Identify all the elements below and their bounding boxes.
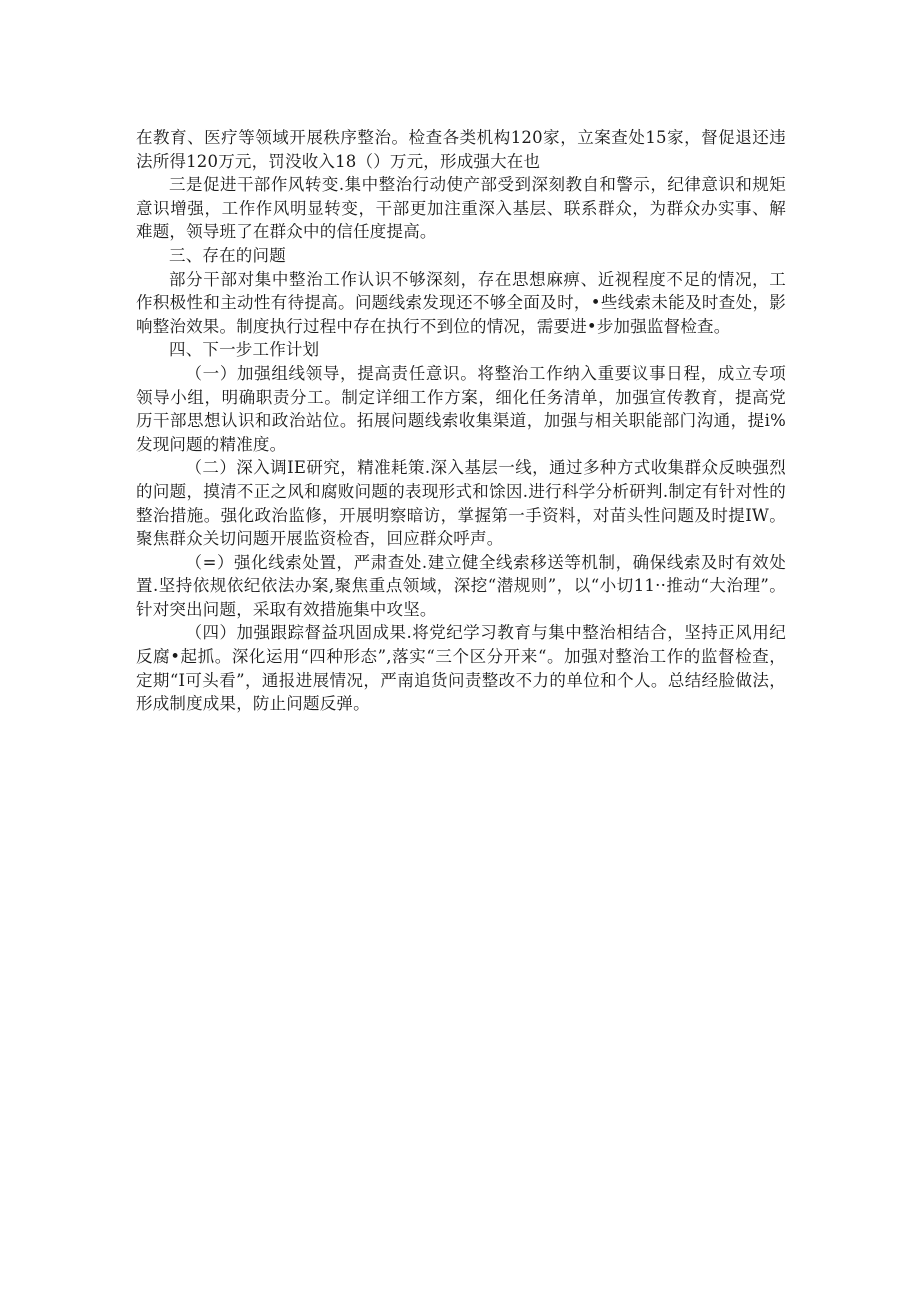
paragraph-plan-clues: （=）强化线索处置，严肃查处.建立健全线索移送等机制，确保线索及时有效处置.坚持依规依纪依法办案,聚焦重点领域，深挖“潜规则”，以“小切11··推动“大治理”。针对突出问题，采取有效措施集中攻坚。 bbox=[136, 552, 786, 619]
document-body bbox=[136, 126, 786, 716]
paragraph-plan-research: （二）深入调IE研究，精准耗策.深入基层一线，通过多种方式收集群众反映强烈的问题，摸清不正之风和腐败问题的表现形式和馀因.进行科学分析研判.制定有针对性的整治措施。强化政治监修，开展明察暗访，掌握第一手资料，对苗头性问题及时提IW。聚焦群众关切问题开展监资检杳，回应群众呼声。 bbox=[136, 458, 786, 549]
section-heading-problems: 三、存在的问题 bbox=[169, 245, 286, 265]
paragraph-problems: 部分干部对集中整治工作认识不够深刻，存在思想麻痹、近视程度不足的情况，工作积极性和主动性有待提高。问题线索发现还不够全面及时，•些线索未能及时查处，影响整治效果。制度执行过程中存在执行不到位的情况，需要进•步加强监督检查。 bbox=[136, 269, 786, 336]
paragraph-plan-leadership: （一）加强组线领导，提高责任意识。将整治工作纳入重要议事日程，成立专项领导小组，明确职责分工。制定详细工作方案，细化任务清单，加强宣传教育，提高党历干部思想认识和政治站位。拓展问题线索收集渠道，加强与相关职能部门沟通，提i%发现问题的精准度。 bbox=[136, 363, 786, 454]
paragraph-rectification-results: 在教育、医疗等领域开展秩序整治。检查各类机构120家，立案查处15家，督促退还违法所得120万元，罚没收入18（）万元，形成强大在也 bbox=[136, 128, 786, 171]
section-heading-next-plan: 四、下一步工作计划 bbox=[169, 340, 320, 360]
paragraph-plan-supervision: （四）加强跟踪督益巩固成果.将党纪学习教育与集中整治相结合，坚持正风用纪反腐•起抓。深化运用“四种形态”,落实“三个区分开来“。加强对整治工作的监督检查，定期“I可头看”，通报进展情况，严南追货问责整改不力的单位和个人。总结经脸做法，形成制度成果，防止问题反弹。 bbox=[136, 623, 786, 714]
paragraph-cadre-style: 三是促进干部作风转变.集中整治行动使产部受到深刻教自和警示，纪律意识和规矩意识增强，工作作风明显转变，干部更加注重深入基层、联系群众，为群众办实事、解难题，领导班了在群众中的信任度提高。 bbox=[136, 175, 786, 242]
